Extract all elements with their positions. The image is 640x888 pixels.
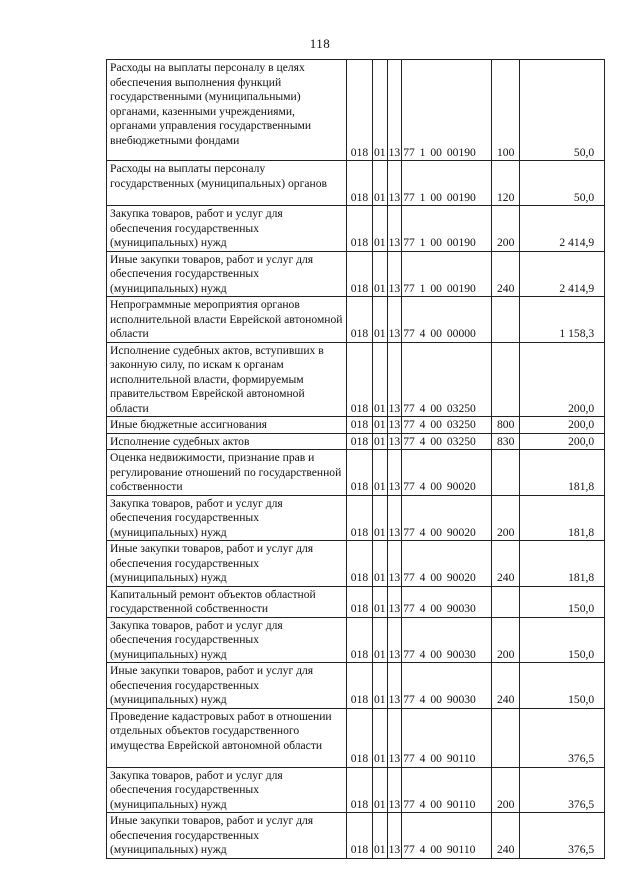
table-row — [107, 708, 605, 767]
row-name: Капитальный ремонт объектов областной государственной собственности — [107, 586, 347, 617]
row-section-code: 01 — [373, 297, 388, 343]
table-row — [107, 417, 605, 434]
table-row — [107, 663, 605, 709]
row-amount: 200,0 — [520, 417, 605, 434]
row-subsection-code: 13 — [387, 617, 402, 663]
row-section-code: 01 — [373, 495, 388, 541]
row-ved-code: 018 — [347, 708, 373, 767]
row-amount: 376,5 — [520, 813, 605, 859]
row-expense-type-code — [492, 450, 520, 496]
row-expense-type-code: 240 — [492, 663, 520, 709]
row-section-code: 01 — [373, 617, 388, 663]
row-section-code: 01 — [374, 418, 386, 431]
row-ved-code: 018 — [347, 586, 373, 617]
row-target-article-code: 77 4 00 03250 — [402, 342, 492, 417]
row-ved-code: 018 — [347, 342, 373, 417]
row-expense-type-code — [492, 297, 520, 343]
row-amount: 150,0 — [520, 663, 605, 709]
row-subsection-code: 13 — [387, 251, 402, 297]
table-row — [107, 495, 605, 541]
row-expense-type-code: 800 — [492, 417, 520, 434]
row-name: Закупка товаров, работ и услуг для обеспечения государственных (муниципальных) нужд — [107, 617, 347, 663]
row-subsection-code: 13 — [387, 450, 402, 496]
table-row — [107, 813, 605, 859]
table-row — [107, 206, 605, 252]
row-target-article-code: 77 4 00 90030 — [402, 586, 492, 617]
row-name: Исполнение судебных актов, вступивших в законную силу, по искам к органам исполнительной власти, формируемым правительством Еврейской автономной области — [107, 342, 347, 417]
row-target-article-code: 77 4 00 90110 — [402, 767, 492, 813]
row-amount: 376,5 — [520, 708, 605, 767]
page-number: 118 — [309, 36, 331, 51]
row-name: Иные бюджетные ассигнования — [107, 417, 347, 434]
row-section-code: 01 — [373, 813, 388, 859]
row-amount: 1 158,3 — [520, 297, 605, 343]
row-amount: 50,0 — [520, 161, 605, 206]
row-section-code: 01 — [373, 586, 388, 617]
row-name: Иные закупки товаров, работ и услуг для обеспечения государственных (муниципальных) нужд — [107, 813, 347, 859]
row-name: Оценка недвижимости, признание прав и регулирование отношений по государственной собственности — [107, 450, 347, 496]
row-ved-code: 018 — [347, 450, 373, 496]
row-ved-code: 018 — [347, 297, 373, 343]
row-target-article-code: 77 4 00 90020 — [402, 495, 492, 541]
row-section-code: 01 — [373, 767, 388, 813]
row-target-article-code: 77 1 00 00190 — [402, 60, 492, 161]
row-expense-type-code: 200 — [492, 767, 520, 813]
row-target-article-code: 77 4 00 00000 — [402, 297, 492, 343]
row-target-article-code: 77 4 00 90030 — [402, 617, 492, 663]
row-amount: 50,0 — [520, 60, 605, 161]
row-name: Иные закупки товаров, работ и услуг для обеспечения государственных (муниципальных) нужд — [107, 251, 347, 297]
row-expense-type-code: 120 — [492, 161, 520, 206]
table-row — [107, 586, 605, 617]
table-row — [107, 342, 605, 417]
row-ved-code: 018 — [347, 813, 373, 859]
row-subsection-code: 13 — [387, 708, 402, 767]
row-subsection-code: 13 — [387, 663, 402, 709]
row-expense-type-code: 830 — [492, 433, 520, 450]
row-ved-code: 018 — [347, 417, 373, 434]
row-target-article-code: 77 4 00 90020 — [402, 541, 492, 587]
row-expense-type-code: 240 — [492, 541, 520, 587]
row-name: Непрограммные мероприятия органов исполнительной власти Еврейской автономной области — [107, 297, 347, 343]
row-subsection-code: 13 — [387, 541, 402, 587]
table-row — [107, 297, 605, 343]
row-target-article-code: 77 4 00 03250 — [402, 433, 492, 450]
row-ved-code: 018 — [347, 663, 373, 709]
row-amount: 2 414,9 — [520, 251, 605, 297]
row-amount: 181,8 — [520, 541, 605, 587]
row-ved-code: 018 — [347, 617, 373, 663]
row-subsection-code: 13 — [387, 342, 402, 417]
table-row — [107, 541, 605, 587]
row-section-code: 01 — [373, 450, 388, 496]
row-expense-type-code: 200 — [492, 617, 520, 663]
row-subsection-code: 13 — [388, 434, 401, 448]
row-ved-code: 018 — [347, 767, 373, 813]
row-subsection-code: 13 — [388, 418, 401, 431]
row-amount: 2 414,9 — [520, 206, 605, 252]
row-target-article-code: 77 4 00 90030 — [402, 663, 492, 709]
row-ved-code: 018 — [347, 60, 373, 161]
row-amount: 181,8 — [520, 450, 605, 496]
row-section-code: 01 — [373, 663, 388, 709]
row-section-code: 01 — [374, 434, 386, 448]
row-section-code: 01 — [373, 342, 388, 417]
row-ved-code: 018 — [347, 161, 373, 206]
row-subsection-code: 13 — [387, 297, 402, 343]
table-row — [107, 251, 605, 297]
row-subsection-code: 13 — [387, 495, 402, 541]
row-subsection-code: 13 — [387, 206, 402, 252]
table-row — [107, 450, 605, 496]
row-name: Иные закупки товаров, работ и услуг для обеспечения государственных (муниципальных) нужд — [107, 663, 347, 709]
row-ved-code: 018 — [347, 251, 373, 297]
row-target-article-code: 77 4 00 03250 — [402, 417, 492, 434]
row-section-code: 01 — [373, 161, 388, 206]
row-amount: 200,0 — [520, 342, 605, 417]
row-section-code: 01 — [373, 60, 388, 161]
row-subsection-code: 13 — [387, 161, 402, 206]
table-row — [107, 617, 605, 663]
row-section-code: 01 — [373, 206, 388, 252]
row-ved-code: 018 — [347, 206, 373, 252]
row-target-article-code: 77 4 00 90110 — [402, 813, 492, 859]
row-amount: 200,0 — [520, 433, 605, 450]
row-name: Исполнение судебных актов — [107, 433, 347, 450]
row-amount: 150,0 — [520, 617, 605, 663]
row-subsection-code: 13 — [387, 767, 402, 813]
row-name: Расходы на выплаты персоналу государственных (муниципальных) органов — [107, 161, 347, 206]
row-ved-code: 018 — [347, 541, 373, 587]
row-target-article-code: 77 1 00 00190 — [402, 251, 492, 297]
row-expense-type-code: 240 — [492, 813, 520, 859]
row-ved-code: 018 — [347, 433, 373, 450]
row-name: Расходы на выплаты персоналу в целях обеспечения выполнения функций государственными (муниципальными) органами, казенными учреждениями, органами управления государственными внебюджетными фондами — [107, 60, 347, 161]
row-name: Иные закупки товаров, работ и услуг для обеспечения государственных (муниципальных) нужд — [107, 541, 347, 587]
row-target-article-code: 77 4 00 90110 — [402, 708, 492, 767]
row-section-code: 01 — [373, 708, 388, 767]
row-subsection-code: 13 — [387, 813, 402, 859]
row-expense-type-code — [492, 586, 520, 617]
row-section-code: 01 — [373, 251, 388, 297]
row-ved-code: 018 — [347, 495, 373, 541]
row-expense-type-code — [492, 342, 520, 417]
table-row — [107, 161, 605, 206]
row-amount: 376,5 — [520, 767, 605, 813]
row-target-article-code: 77 1 00 00190 — [402, 161, 492, 206]
row-expense-type-code: 100 — [492, 60, 520, 161]
row-expense-type-code: 200 — [492, 206, 520, 252]
row-expense-type-code: 200 — [492, 495, 520, 541]
row-section-code: 01 — [373, 541, 388, 587]
row-subsection-code: 13 — [387, 586, 402, 617]
table-row — [107, 60, 605, 161]
row-amount: 181,8 — [520, 495, 605, 541]
row-target-article-code: 77 4 00 90020 — [402, 450, 492, 496]
row-amount: 150,0 — [520, 586, 605, 617]
row-subsection-code: 13 — [387, 60, 402, 161]
row-target-article-code: 77 1 00 00190 — [402, 206, 492, 252]
row-name: Закупка товаров, работ и услуг для обеспечения государственных (муниципальных) нужд — [107, 767, 347, 813]
row-name: Закупка товаров, работ и услуг для обеспечения государственных (муниципальных) нужд — [107, 206, 347, 252]
table-row — [107, 433, 605, 450]
table-row — [107, 767, 605, 813]
row-name: Проведение кадастровых работ в отношении отдельных объектов государственного имущества Еврейской автономной области — [107, 708, 347, 767]
budget-table — [106, 59, 605, 859]
row-name: Закупка товаров, работ и услуг для обеспечения государственных (муниципальных) нужд — [107, 495, 347, 541]
row-expense-type-code — [492, 708, 520, 767]
row-expense-type-code: 240 — [492, 251, 520, 297]
